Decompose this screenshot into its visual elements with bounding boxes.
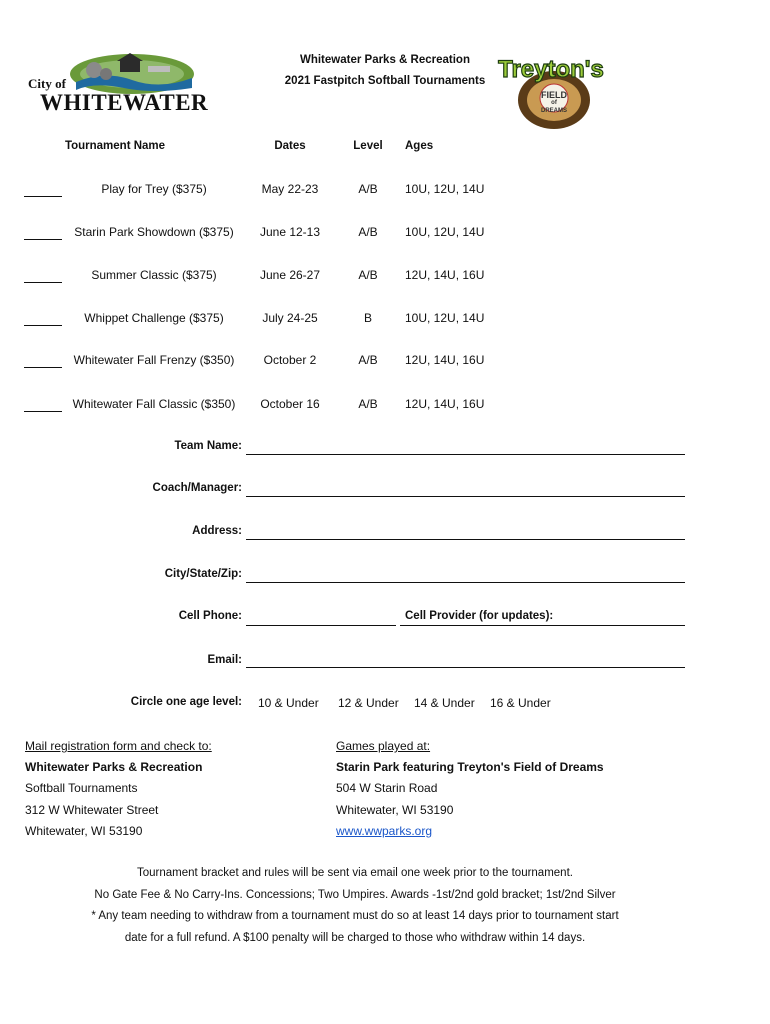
header-tournament-name: Tournament Name xyxy=(64,140,166,152)
header-dates: Dates xyxy=(274,140,306,152)
selection-blank[interactable] xyxy=(24,239,62,240)
tournament-dates: May 22-23 xyxy=(261,182,319,196)
city-logo-small-text: City of xyxy=(28,76,66,91)
address-field[interactable] xyxy=(246,539,685,540)
mail-street: 312 W Whitewater Street xyxy=(25,803,159,817)
selection-blank[interactable] xyxy=(24,196,62,197)
tournament-dates: June 26-27 xyxy=(259,268,321,282)
tournament-dates: July 24-25 xyxy=(262,311,318,325)
cell-provider-field[interactable] xyxy=(400,625,685,626)
age-option-12u[interactable]: 12 & Under xyxy=(338,696,399,710)
tournament-level: A/B xyxy=(358,182,378,196)
footer-note-2: No Gate Fee & No Carry-Ins. Concessions; Two Umpires. Awards -1st/2nd gold bracket; 1st/2nd Silver xyxy=(94,889,616,901)
org-title: Whitewater Parks & Recreation xyxy=(299,54,470,66)
email-label: Email: xyxy=(207,654,242,666)
tournament-level: A/B xyxy=(358,268,378,282)
tournament-level: A/B xyxy=(358,353,378,367)
tournament-name: Starin Park Showdown ($375) xyxy=(74,225,234,239)
selection-blank[interactable] xyxy=(24,367,62,368)
document-subtitle: 2021 Fastpitch Softball Tournaments xyxy=(284,75,486,87)
age-option-16u[interactable]: 16 & Under xyxy=(490,696,551,710)
cell-phone-field[interactable] xyxy=(246,625,396,626)
tournament-ages: 12U, 14U, 16U xyxy=(405,397,485,411)
coach-manager-label: Coach/Manager: xyxy=(152,482,242,494)
tournament-dates: October 16 xyxy=(260,397,320,411)
age-option-14u[interactable]: 14 & Under xyxy=(414,696,475,710)
tournament-level: A/B xyxy=(358,397,378,411)
footer-note-1: Tournament bracket and rules will be sent via email one week prior to the tournament. xyxy=(137,867,573,879)
tournament-name: Whitewater Fall Frenzy ($350) xyxy=(73,353,235,367)
games-city: Whitewater, WI 53190 xyxy=(336,803,454,817)
games-street: 504 W Starin Road xyxy=(336,781,438,795)
mail-heading: Mail registration form and check to: xyxy=(25,739,212,753)
tournament-dates: June 12-13 xyxy=(259,225,321,239)
age-level-label: Circle one age level: xyxy=(130,696,242,708)
mail-org: Whitewater Parks & Recreation xyxy=(25,760,203,774)
city-state-zip-field[interactable] xyxy=(246,582,685,583)
tournament-level: B xyxy=(363,311,372,325)
team-name-label: Team Name: xyxy=(174,440,242,452)
field-logo-field-word: FIELD xyxy=(541,90,567,100)
city-logo xyxy=(24,48,209,120)
tournament-ages: 12U, 14U, 16U xyxy=(405,268,485,282)
tournament-name: Play for Trey ($375) xyxy=(101,182,207,196)
footer-note-4: date for a full refund. A $100 penalty will be charged to those who withdraw within 14 days. xyxy=(124,932,586,944)
tournament-name: Summer Classic ($375) xyxy=(91,268,217,282)
email-field[interactable] xyxy=(246,667,685,668)
selection-blank[interactable] xyxy=(24,411,62,412)
coach-manager-field[interactable] xyxy=(246,496,685,497)
tournament-ages: 12U, 14U, 16U xyxy=(405,353,485,367)
tournament-level: A/B xyxy=(358,225,378,239)
field-logo-of-word: of xyxy=(551,100,557,106)
cell-phone-label: Cell Phone: xyxy=(178,610,242,622)
header-ages: Ages xyxy=(405,140,434,152)
field-logo xyxy=(492,54,610,130)
city-logo-big-text: WHITEWATER xyxy=(40,90,209,115)
address-label: Address: xyxy=(192,525,242,537)
field-logo-name: Treyton's xyxy=(498,56,604,83)
field-logo-dreams-word: DREAMS xyxy=(540,108,567,114)
age-option-10u[interactable]: 10 & Under xyxy=(258,696,319,710)
mail-dept: Softball Tournaments xyxy=(25,781,138,795)
tournament-ages: 10U, 12U, 14U xyxy=(405,182,485,196)
tournament-ages: 10U, 12U, 14U xyxy=(405,311,485,325)
tournament-name: Whippet Challenge ($375) xyxy=(84,311,224,325)
cell-provider-label: Cell Provider (for updates): xyxy=(405,610,554,622)
mail-city: Whitewater, WI 53190 xyxy=(25,824,143,838)
website-link[interactable]: www.wwparks.org xyxy=(336,824,433,838)
city-state-zip-label: City/State/Zip: xyxy=(164,568,242,580)
tournament-ages: 10U, 12U, 14U xyxy=(405,225,485,239)
selection-blank[interactable] xyxy=(24,282,62,283)
games-heading: Games played at: xyxy=(336,739,431,753)
tournament-name: Whitewater Fall Classic ($350) xyxy=(72,397,236,411)
games-venue: Starin Park featuring Treyton's Field of Dreams xyxy=(336,760,604,774)
footer-note-3: * Any team needing to withdraw from a tournament must do so at least 14 days prior to tournament start xyxy=(91,910,619,922)
selection-blank[interactable] xyxy=(24,325,62,326)
tournament-dates: October 2 xyxy=(263,353,317,367)
header-level: Level xyxy=(353,140,383,152)
team-name-field[interactable] xyxy=(246,454,685,455)
